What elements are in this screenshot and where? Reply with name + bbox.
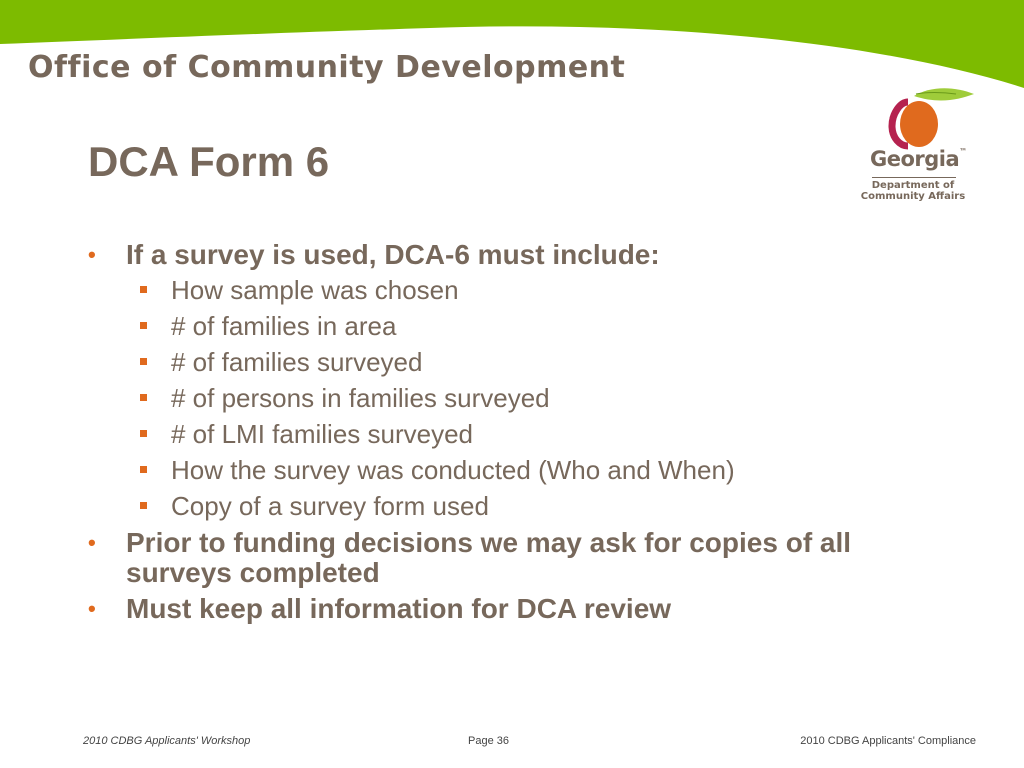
slide-title: DCA Form 6	[88, 138, 330, 185]
sub-bullet-item: # of families in area	[88, 308, 948, 344]
office-title: Office of Community Development	[28, 50, 626, 85]
sub-bullet-item: How sample was chosen	[88, 272, 948, 308]
square-bullet-icon	[140, 286, 147, 293]
sub-bullet-item: Copy of a survey form used	[88, 488, 948, 524]
logo-divider	[872, 177, 956, 178]
footer-right: 2010 CDBG Applicants' Compliance	[800, 735, 976, 747]
department-line-2: Community Affairs	[860, 191, 966, 202]
square-bullet-icon	[140, 466, 147, 473]
department-name	[860, 180, 966, 202]
bullet-dot-icon: •	[88, 242, 96, 267]
square-bullet-icon	[140, 502, 147, 509]
slide-body	[88, 240, 948, 624]
square-bullet-icon	[140, 322, 147, 329]
georgia-wordmark: Georgia™	[870, 147, 967, 171]
bullet-item: • If a survey is used, DCA-6 must include:	[88, 239, 660, 270]
square-bullet-icon	[140, 394, 147, 401]
sub-bullet-item: How the survey was conducted (Who and When)	[88, 452, 948, 488]
square-bullet-icon	[140, 430, 147, 437]
page-number: Page 36	[468, 735, 509, 747]
sub-bullet-item: # of families surveyed	[88, 344, 948, 380]
bullet-item: • Must keep all information for DCA review	[88, 593, 672, 624]
bullet-dot-icon: •	[88, 596, 96, 621]
sub-bullet-item: # of LMI families surveyed	[88, 416, 948, 452]
bullet-dot-icon: •	[88, 530, 96, 555]
bullet-item: • Prior to funding decisions we may ask for copies of all surveys completed	[88, 527, 852, 588]
sub-bullet-item: # of persons in families surveyed	[88, 380, 948, 416]
square-bullet-icon	[140, 358, 147, 365]
department-line-1: Department of	[871, 180, 955, 191]
footer-left: 2010 CDBG Applicants' Workshop	[83, 735, 251, 747]
